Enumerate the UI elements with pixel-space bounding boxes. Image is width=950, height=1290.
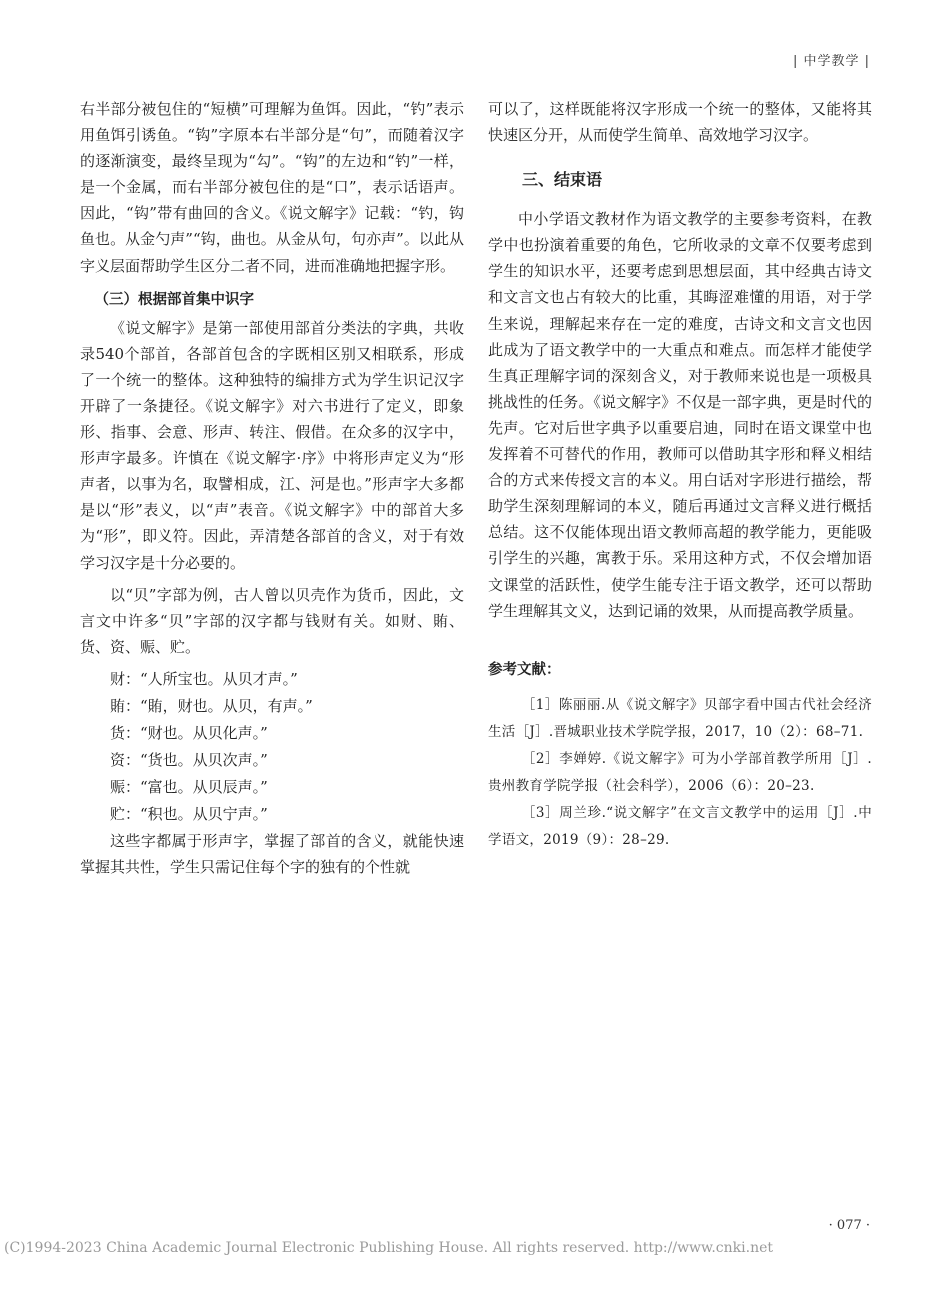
section-heading: 三、结束语 [522,170,603,190]
quote-line: 资：“货也。从贝次声。” [110,750,268,769]
reference-item: ［3］周兰珍.“说文解字”在文言文教学中的运用［J］.中学语文，2019（9）：28–29. [488,804,872,848]
continued-paragraph: 可以了，这样既能将汉字形成一个统一的整体，又能将其快速区分开，从而使学生简单、高效地学习汉字。 [488,100,872,145]
subsection-heading: （三）根据部首集中识字 [94,291,254,308]
quote-line: 贮：“积也。从贝宁声。” [110,804,268,823]
conclusion-paragraph: 中小学语文教材作为语文教学的主要参考资料，在教学中也扮演着重要的角色，它所收录的文章不仅要考虑到学生的知识水平，还要考虑到思想层面，其中经典古诗文和文言文也占有较大的比重，其晦涩难懂的用语，对于学生来说，理解起来存在一定的难度，古诗文和文言文也因此成为了语文教学中的一大重点和难点。而怎样才能使学生真正理解字词的深刻含义，对于教师来说也是一项极具挑战性的任务。《说文解字》不仅是一部字典，更是时代的先声。它对后世字典予以重要启迪，同时在语文课堂中也发挥着不可替代的作用，教师可以借助其字形和释义相结合的方式来传授文言的本义。用白话对字形进行描绘，帮助学生深刻理解词的本义，随后再通过文言释义进行概括总结。这不仅能体现出语文教师高超的教学能力，更能吸引学生的兴趣，寓教于乐。采用这种方式，不仅会增加语文课堂的活跃性，使学生能专注于语文教学，还可以帮助学生理解其文义，达到记诵的效果，从而提高教学质量。 [488,210,872,620]
journal-header: | 中学教学 | [792,54,870,69]
left-column [80,96,464,880]
quote-list [80,666,464,828]
right-column [488,96,872,854]
quote-line: 赈：“富也。从贝辰声。” [110,777,268,796]
quote-line: 賄：“賄，财也。从贝，有声。” [110,696,313,715]
references-list [488,692,872,854]
page-number: · 077 · [828,1218,870,1233]
copyright-footer: (C)1994-2023 China Academic Journal Electronic Publishing House. All rights reserved. http://www.cnki.net [4,1240,774,1256]
body-paragraph: 这些字都属于形声字，掌握了部首的含义，就能快速掌握其共性，学生只需记住每个字的独有的个性就 [80,831,464,876]
references-title: 参考文献： [488,661,561,678]
body-paragraph: 《说文解字》是第一部使用部首分类法的字典，共收录540个部首，各部首包含的字既相区别又相联系，形成了一个统一的整体。这种独特的编排方式为学生识记汉字开辟了一条捷径。《说文解字》对六书进行了定义，即象形、指事、会意、形声、转注、假借。在众多的汉字中，形声字最多。许慎在《说文解字·序》中将形声定义为“形声者，以事为名，取譬相成，江、河是也。”形声字大多都是以“形”表义，以“声”表音。《说文解字》中的部首大多为“形”，即义符。因此，弄清楚各部首的含义，对于有效学习汉字是十分必要的。 [80,318,464,572]
reference-item: ［1］陈丽丽.从《说文解字》贝部字看中国古代社会经济生活［J］.晋城职业技术学院学报，2017，10（2）：68–71. [488,696,872,740]
intro-paragraph: 右半部分被包住的“短横”可理解为鱼饵。因此，“钓”表示用鱼饵引诱鱼。“钩”字原本右半部分是“句”，而随着汉字的逐渐演变，最终呈现为“勾”。“钩”的左边和“钓”一样，是一个金属，而右半部分被包住的是“口”，表示话语声。因此，“钩”带有曲回的含义。《说文解字》记载：“钓，钩鱼也。从金勺声”“钩，曲也。从金从句，句亦声”。以此从字义层面帮助学生区分二者不同，进而准确地把握字形。 [80,100,464,275]
quote-line: 货：“财也。从贝化声。” [110,723,268,742]
quote-line: 财：“人所宝也。从贝才声。” [110,669,298,688]
body-paragraph: 以“贝”字部为例，古人曾以贝壳作为货币，因此，文言文中许多“贝”字部的汉字都与钱财有关。如财、賄、货、资、赈、贮。 [80,585,464,656]
reference-item: ［2］李婵婷.《说文解字》可为小学部首教学所用［J］.贵州教育学院学报（社会科学），2006（6）：20–23. [488,750,872,794]
